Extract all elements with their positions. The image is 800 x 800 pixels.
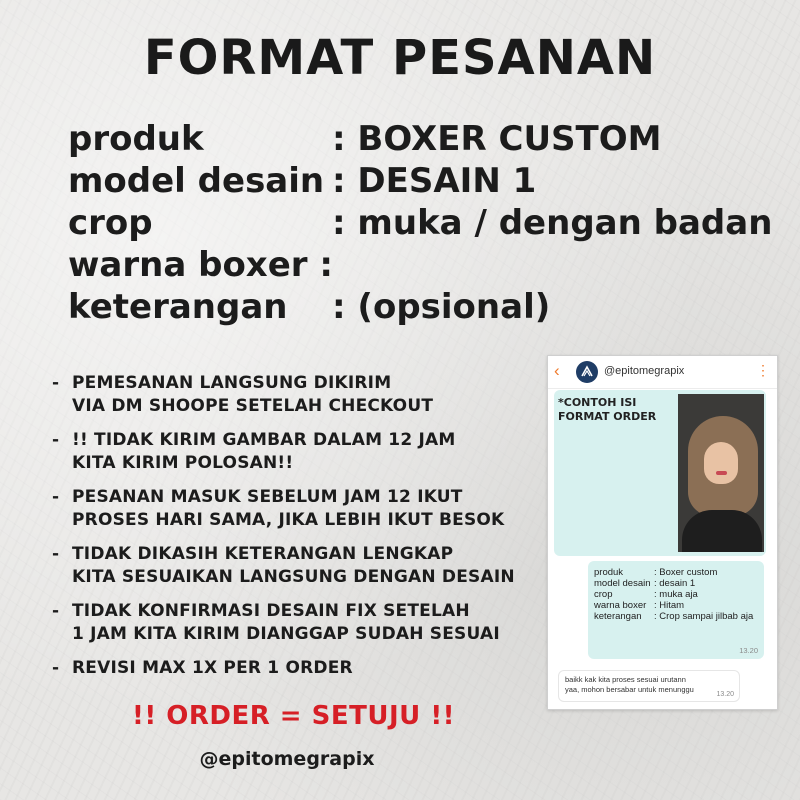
example-label-line: FORMAT ORDER (558, 410, 657, 423)
example-photo (678, 394, 764, 552)
rule-item (52, 372, 532, 418)
rule-line: PESANAN MASUK SEBELUM JAM 12 IKUT (72, 487, 463, 507)
rule-line: TIDAK DIKASIH KETERANGAN LENGKAP (72, 544, 454, 564)
format-value: : (opsional) (332, 287, 551, 327)
chat-bubble-order (588, 561, 764, 659)
rule-dash: - (52, 373, 60, 393)
rule-dash: - (52, 544, 60, 564)
example-label-line: *CONTOH ISI (558, 396, 637, 409)
photo-face (704, 442, 738, 484)
format-label: warna boxer : (68, 245, 333, 285)
format-label: crop (68, 203, 153, 243)
message-timestamp: 13.20 (716, 691, 734, 698)
order-value: : Boxer custom (654, 567, 718, 578)
logo-icon (576, 361, 598, 383)
rule-line: KITA SESUAIKAN LANGSUNG DENGAN DESAIN (72, 567, 515, 587)
format-label: produk (68, 119, 204, 159)
order-key: model desain (594, 578, 651, 589)
format-value: : BOXER CUSTOM (332, 119, 662, 159)
rule-dash: - (52, 658, 60, 678)
rule-item (52, 429, 532, 475)
rule-line: TIDAK KONFIRMASI DESAIN FIX SETELAH (72, 601, 470, 621)
chat-username: @epitomegrapix (604, 365, 685, 377)
order-key: keterangan (594, 611, 642, 622)
rule-line: 1 JAM KITA KIRIM DIANGGAP SUDAH SESUAI (72, 624, 500, 644)
order-key: crop (594, 589, 613, 600)
format-label: keterangan (68, 287, 288, 327)
order-value: : Crop sampai jilbab aja (654, 611, 754, 622)
more-menu-icon[interactable]: ⋮ (756, 362, 770, 378)
format-value: : DESAIN 1 (332, 161, 537, 201)
chat-header (548, 356, 777, 389)
rule-item (52, 657, 532, 680)
rule-dash: - (52, 430, 60, 450)
rule-line: KITA KIRIM POLOSAN!! (72, 453, 294, 473)
chat-bubble-reply (558, 670, 740, 702)
order-key: warna boxer (594, 600, 647, 611)
order-value: : muka aja (654, 589, 698, 600)
rule-line: !! TIDAK KIRIM GAMBAR DALAM 12 JAM (72, 430, 456, 450)
chat-screenshot (547, 355, 778, 710)
rule-dash: - (52, 601, 60, 621)
reply-text (565, 675, 694, 695)
order-value: : Hitam (654, 600, 685, 611)
photo-body (682, 510, 762, 552)
example-label (558, 396, 668, 424)
rule-item (52, 600, 532, 646)
format-label: model desain (68, 161, 325, 201)
rule-dash: - (52, 487, 60, 507)
rule-item (52, 486, 532, 532)
slogan-banner: !! ORDER = SETUJU !! (132, 701, 456, 731)
reply-line: yaa, mohon bersabar untuk menunggu (565, 685, 694, 694)
back-arrow-icon[interactable]: ‹ (554, 361, 560, 380)
brand-handle: @epitomegrapix (199, 748, 375, 770)
reply-line: baikk kak kita proses sesuai urutann (565, 675, 686, 684)
avatar (576, 361, 598, 383)
rule-item (52, 543, 532, 589)
photo-lips (716, 471, 727, 475)
rule-line: REVISI MAX 1X PER 1 ORDER (72, 658, 353, 678)
format-value: : muka / dengan badan (332, 203, 773, 243)
message-timestamp: 13.20 (739, 646, 758, 655)
rule-line: VIA DM SHOOPE SETELAH CHECKOUT (72, 396, 434, 416)
chat-bubble-example (554, 390, 766, 556)
page-title: FORMAT PESANAN (143, 30, 657, 86)
rules-list (52, 372, 532, 691)
rule-line: PEMESANAN LANGSUNG DIKIRIM (72, 373, 392, 393)
order-value: : desain 1 (654, 578, 696, 589)
rule-line: PROSES HARI SAMA, JIKA LEBIH IKUT BESOK (72, 510, 505, 530)
order-key: produk (594, 567, 624, 578)
